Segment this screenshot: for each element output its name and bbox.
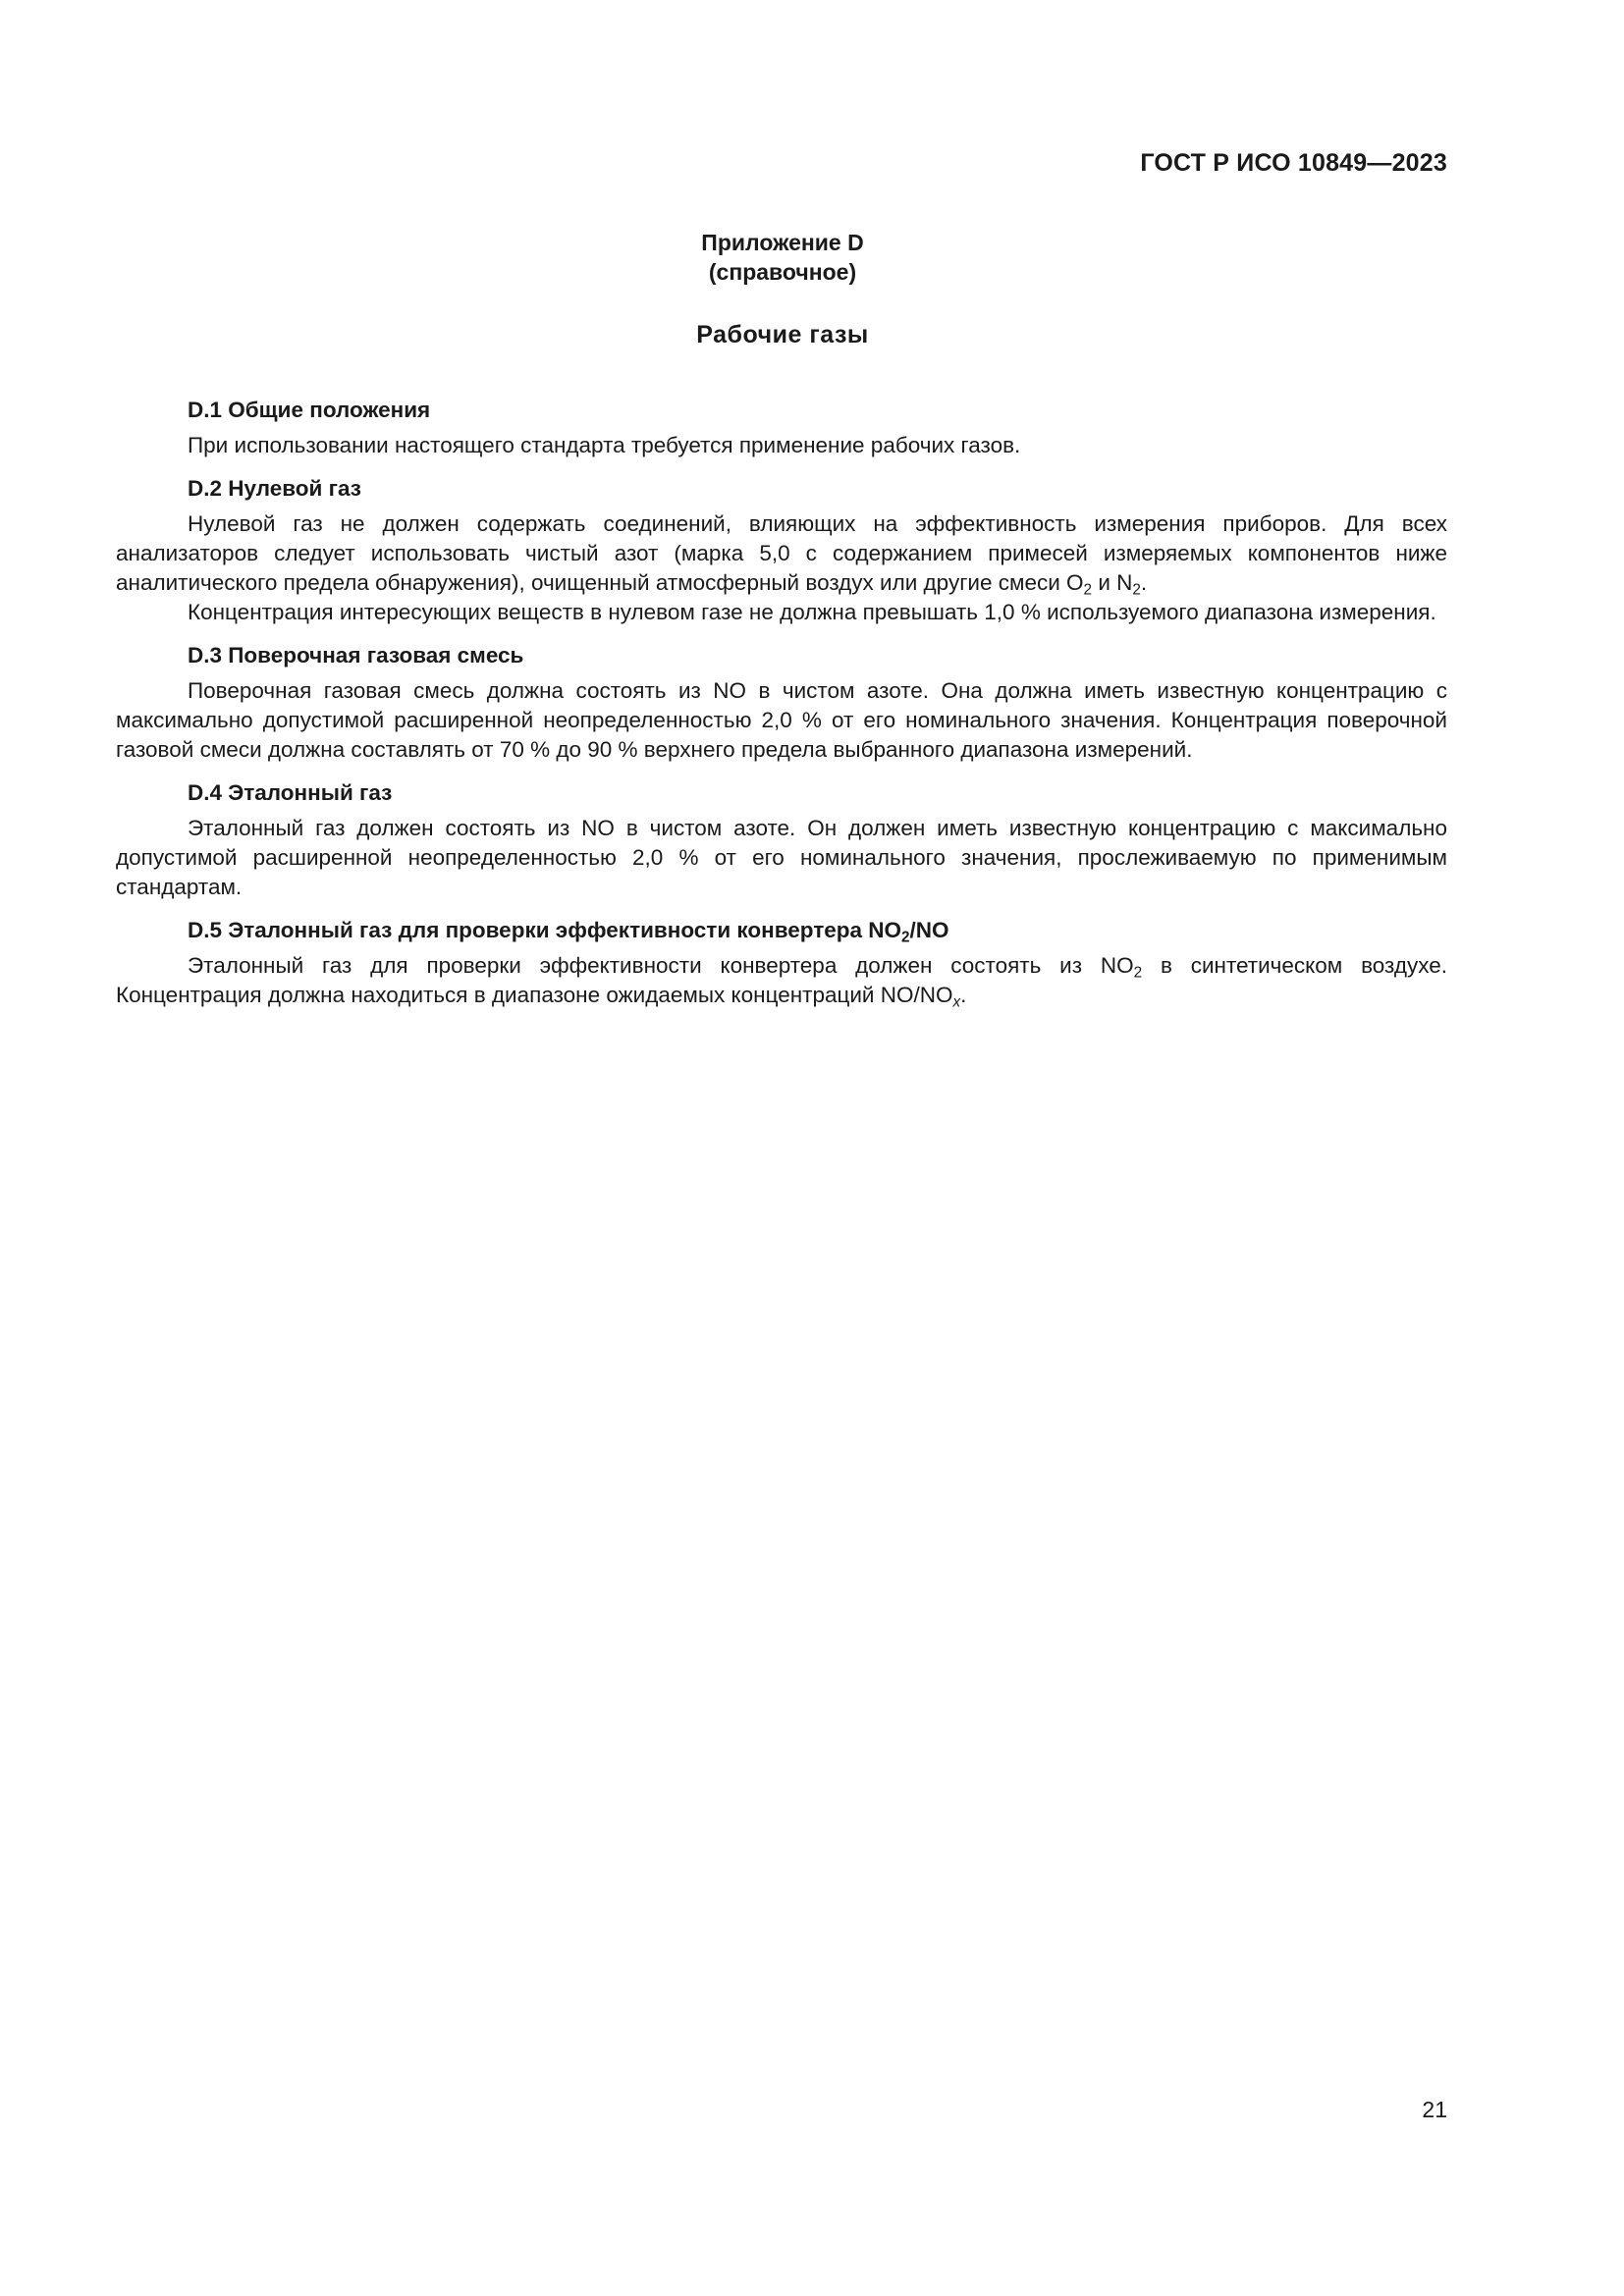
document-body	[116, 396, 1447, 1010]
section-d3-heading: D.3 Поверочная газовая смесь	[188, 643, 524, 667]
section-d5-heading: D.5 Эталонный газ для проверки эффективности конвертера $NO_2/NO$	[188, 918, 949, 946]
annex-heading	[0, 228, 1565, 287]
section-d1-heading: D.1 Общие положения	[188, 398, 431, 422]
annex-status: (справочное)	[708, 259, 857, 285]
section-d2-paragraph-1: Нулевой газ не должен содержать соединений, влияющих на эффективность измерения приборов. Для всех анализаторов следует использовать чистый азот (марка 5,0 с содержанием примесей измеряемых компонентов ниже аналитического предела обнаружения), очищенный атмосферный воздух или другие смеси $O_2$ и $N_2$.	[116, 511, 1447, 599]
document-code: ГОСТ Р ИСО 10849—2023	[1140, 149, 1447, 177]
page-number: 21	[1422, 2097, 1447, 2122]
section-d4-paragraph: Эталонный газ должен состоять из NO в чистом азоте. Он должен иметь известную концентрацию с максимально допустимой расширенной неопределенностью 2,0 % от его номинального значения, прослеживаемую по применимым стандартам.	[116, 816, 1447, 899]
section-d3-paragraph: Поверочная газовая смесь должна состоять из NO в чистом азоте. Она должна иметь известную концентрацию с максимально допустимой расширенной неопределенностью 2,0 % от его номинального значения. Концентрация поверочной газовой смеси должна составлять от 70 % до 90 % верхнего предела выбранного диапазона измерений.	[116, 678, 1447, 762]
section-d5-paragraph: Эталонный газ для проверки эффективности конвертера должен состоять из $NO_2$ в синтетическом воздухе. Концентрация должна находиться в диапазоне ожидаемых концентраций $NO/NO_x$.	[116, 953, 1447, 1011]
section-d4-heading: D.4 Эталонный газ	[188, 780, 393, 805]
section-d2-heading: D.2 Нулевой газ	[188, 476, 361, 501]
annex-title: Рабочие газы	[696, 321, 869, 348]
annex-label: Приложение D	[701, 230, 864, 255]
section-d1-paragraph: При использовании настоящего стандарта требуется применение рабочих газов.	[188, 433, 1021, 457]
section-d2-paragraph-2: Концентрация интересующих веществ в нулевом газе не должна превышать 1,0 % используемого диапазона измерения.	[188, 600, 1436, 624]
